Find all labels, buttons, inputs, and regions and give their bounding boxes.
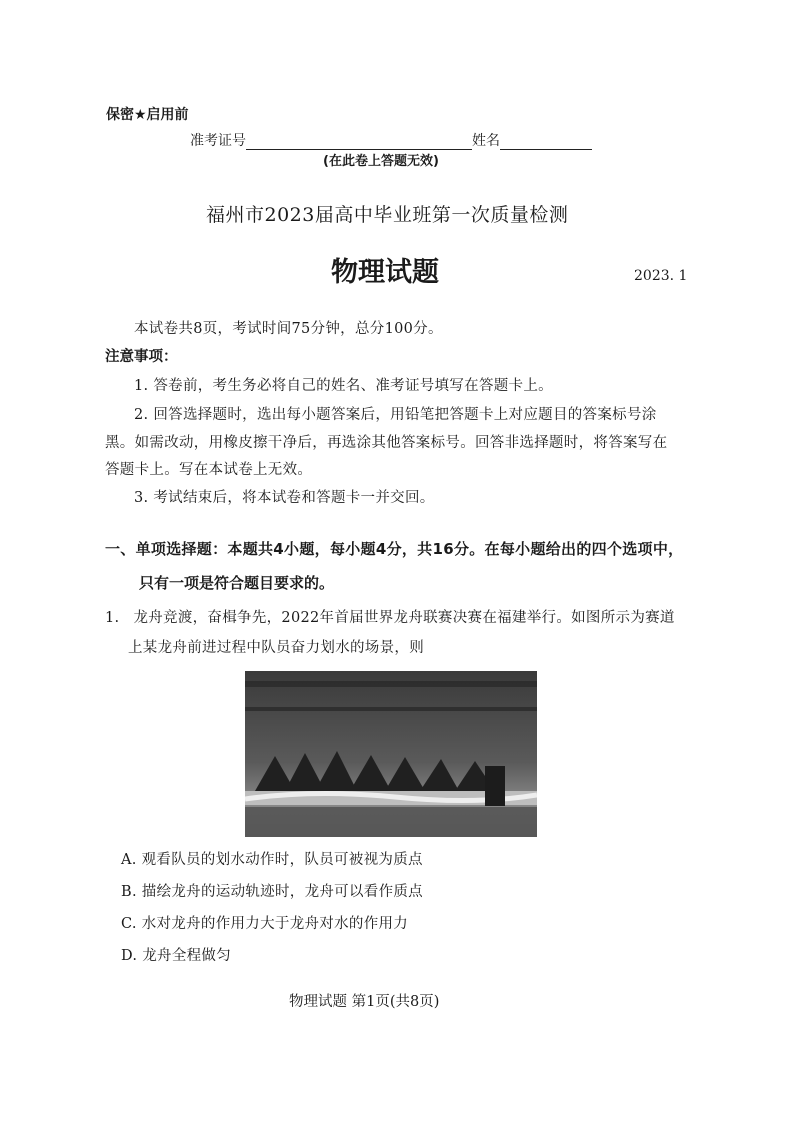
- notice-item-3: 3. 考试结束后，将本试卷和答题卡一并交回。: [134, 490, 435, 506]
- exam-id-blank: [246, 135, 472, 150]
- section-heading: 一、单项选择题：本题共4小题，每小题4分，共16分。在每小题给出的四个选项中，: [105, 540, 684, 558]
- notice-item-2-cont2: 答题卡上。写在本试卷上无效。: [105, 462, 313, 478]
- option-a: A. 观看队员的划水动作时，队员可被视为质点: [121, 852, 423, 868]
- notice-heading: 注意事项：: [105, 349, 178, 365]
- dragon-boat-photo-image: [245, 671, 537, 837]
- question-number: 1.: [105, 610, 120, 626]
- option-c: C. 水对龙舟的作用力大于龙舟对水的作用力: [121, 916, 409, 932]
- exam-id-label: 准考证号: [190, 133, 246, 149]
- subject-title: 物理试题: [331, 257, 439, 288]
- invalid-answer-note: (在此卷上答题无效): [323, 154, 439, 169]
- section-heading-cont: 只有一项是符合题目要求的。: [139, 574, 335, 592]
- option-b: B. 描绘龙舟的运动轨迹时，龙舟可以看作质点: [121, 884, 423, 900]
- question-stem-line1: 龙舟竞渡，奋楫争先，2022年首届世界龙舟联赛决赛在福建举行。如图所示为赛道: [133, 610, 675, 626]
- question-1: [105, 606, 675, 627]
- page-footer: 物理试题 第1页(共8页): [289, 994, 440, 1010]
- option-d: D. 龙舟全程做匀: [121, 948, 232, 964]
- question-stem-line2: 上某龙舟前进过程中队员奋力划水的场景，则: [128, 640, 424, 656]
- dragon-boat-photo: [245, 671, 537, 837]
- notice-item-2: 2. 回答选择题时，选出每小题答案后，用铅笔把答题卡上对应题目的答案标号涂: [134, 407, 657, 423]
- notice-item-1: 1. 答卷前，考生务必将自己的姓名、准考证号填写在答题卡上。: [134, 378, 553, 394]
- exam-intro: 本试卷共8页，考试时间75分钟，总分100分。: [134, 321, 443, 337]
- confidential-label: 保密★启用前: [106, 107, 189, 123]
- candidate-info-line: [190, 130, 592, 150]
- exam-date: 2023. 1: [634, 268, 688, 284]
- exam-title: 福州市2023届高中毕业班第一次质量检测: [206, 204, 569, 226]
- notice-item-2-cont: 黑。如需改动，用橡皮擦干净后，再选涂其他答案标号。回答非选择题时，将答案写在: [105, 435, 668, 451]
- name-label: 姓名: [472, 133, 500, 149]
- name-blank: [500, 135, 592, 150]
